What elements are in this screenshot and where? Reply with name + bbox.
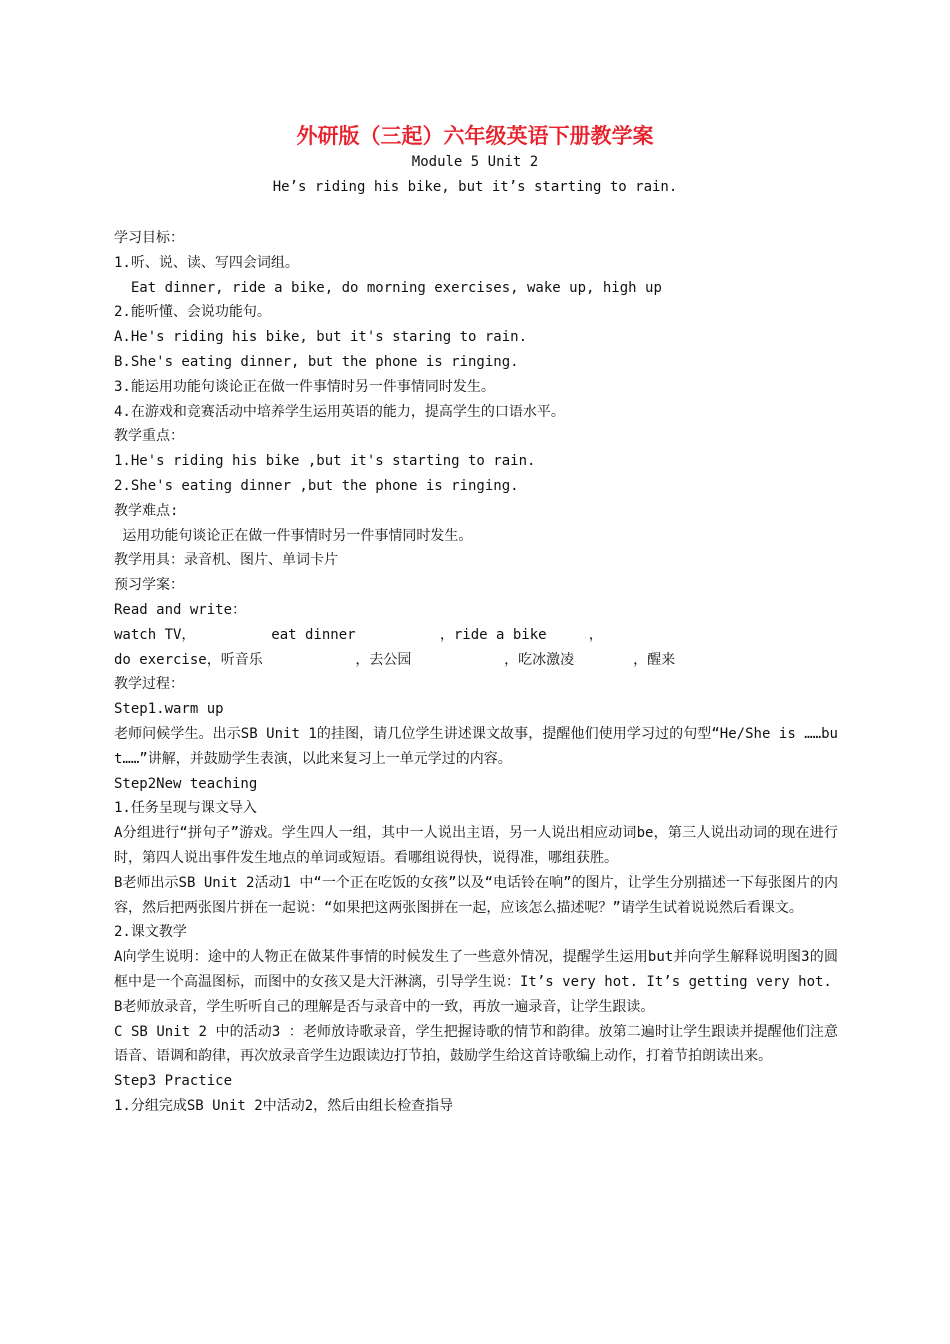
step1-title: Step1.warm up	[114, 701, 224, 718]
document-title: 外研版（三起）六年级英语下册教学案	[296, 124, 654, 148]
difficulties-text: 运用功能句谈论正在做一件事情时另一件事情同时发生。	[114, 527, 473, 544]
objective-sentence-b: B.She's eating dinner, but the phone is ringing.	[114, 353, 519, 370]
objective-item-2: 2.能听懂、会说功能句。	[114, 304, 271, 321]
process-heading: 教学过程：	[114, 676, 184, 693]
step3-title: Step3 Practice	[114, 1073, 233, 1090]
step2-title: Step2New teaching	[114, 775, 258, 792]
step3-item-1: 1.分组完成SB Unit 2中活动2，然后由组长检查指导	[114, 1097, 454, 1114]
step2-sub1-heading: 1.任务呈现与课文导入	[114, 800, 257, 817]
preview-heading: 预习学案：	[114, 577, 184, 594]
objective-item-4: 4.在游戏和竞赛活动中培养学生运用英语的能力，提高学生的口语水平。	[114, 403, 565, 420]
objective-phrases: Eat dinner, ride a bike, do morning exercises, wake up, high up	[114, 279, 662, 296]
objective-item-1: 1.听、说、读、写四会词组。	[114, 254, 299, 271]
key-points-heading: 教学重点：	[114, 428, 184, 445]
step2-sub1-a: A分组进行“拼句子”游戏。学生四人一组，其中一人说出主语，另一人说出相应动词be，第三人说出动词的现在进行时，第四人说出事件发生地点的单词或短语。看哪组说得快，说得准，哪组获胜。	[114, 825, 838, 866]
objective-item-3: 3.能运用功能句谈论正在做一件事情时另一件事情同时发生。	[114, 378, 495, 395]
objectives-heading: 学习目标：	[114, 230, 184, 246]
lesson-title: He’s riding his bike, but it’s starting to rain.	[272, 179, 678, 195]
step1-text: 老师问候学生。出示SB Unit 1的挂图，请几位学生讲述课文故事，提醒他们使用学习过的句型“He/She is ……but……”讲解，并鼓励学生表演，以此来复习上一单元学过的内容。	[114, 725, 838, 767]
document-body	[114, 226, 838, 1119]
key-point-1: 1.He's riding his bike ,but it's starting to rain.	[114, 453, 536, 470]
step2-sub2-c: C SB Unit 2 中的活动3 ：老师放诗歌录音，学生把握诗歌的情节和韵律。放第二遍时让学生跟读并提醒他们注意语音、语调和韵律，再次放录音学生边跟读边打节拍，鼓励学生给这首诗歌编上动作，打着节拍朗读出来。	[114, 1023, 838, 1065]
teaching-tools: 教学用具：录音机、图片、单词卡片	[114, 552, 338, 569]
module-label: Module 5 Unit 2	[411, 154, 539, 170]
difficulties-heading: 教学难点:	[114, 502, 179, 519]
preview-row-2: do exercise，听音乐 ，去公园 ，吃冰激凌 ，醒来	[114, 651, 676, 668]
preview-row-1: watch TV， eat dinner ，ride a bike ，	[114, 626, 603, 643]
step2-sub2-a: A向学生说明：途中的人物正在做某件事情的时候发生了一些意外情况，提醒学生运用but并向学生解释说明图3的圆框中是一个高温图标，而图中的女孩又是大汗淋漓，引导学生说：It’s very hot. It’s getting very hot.	[114, 949, 838, 990]
step2-sub1-b: B老师出示SB Unit 2活动1 中“一个正在吃饭的女孩”以及“电话铃在响”的图片，让学生分别描述一下每张图片的内容，然后把两张图片拼在一起说：“如果把这两张图拼在一起，应该怎么描述呢？”请学生试着说说然后看课文。	[114, 874, 838, 916]
step2-sub2-heading: 2.课文教学	[114, 924, 187, 941]
step2-sub2-b: B老师放录音，学生听听自己的理解是否与录音中的一致，再放一遍录音，让学生跟读。	[114, 998, 655, 1015]
key-point-2: 2.She's eating dinner ,but the phone is ringing.	[114, 477, 519, 494]
preview-instruction: Read and write：	[114, 601, 247, 618]
objective-sentence-a: A.He's riding his bike, but it's staring to rain.	[114, 329, 528, 346]
